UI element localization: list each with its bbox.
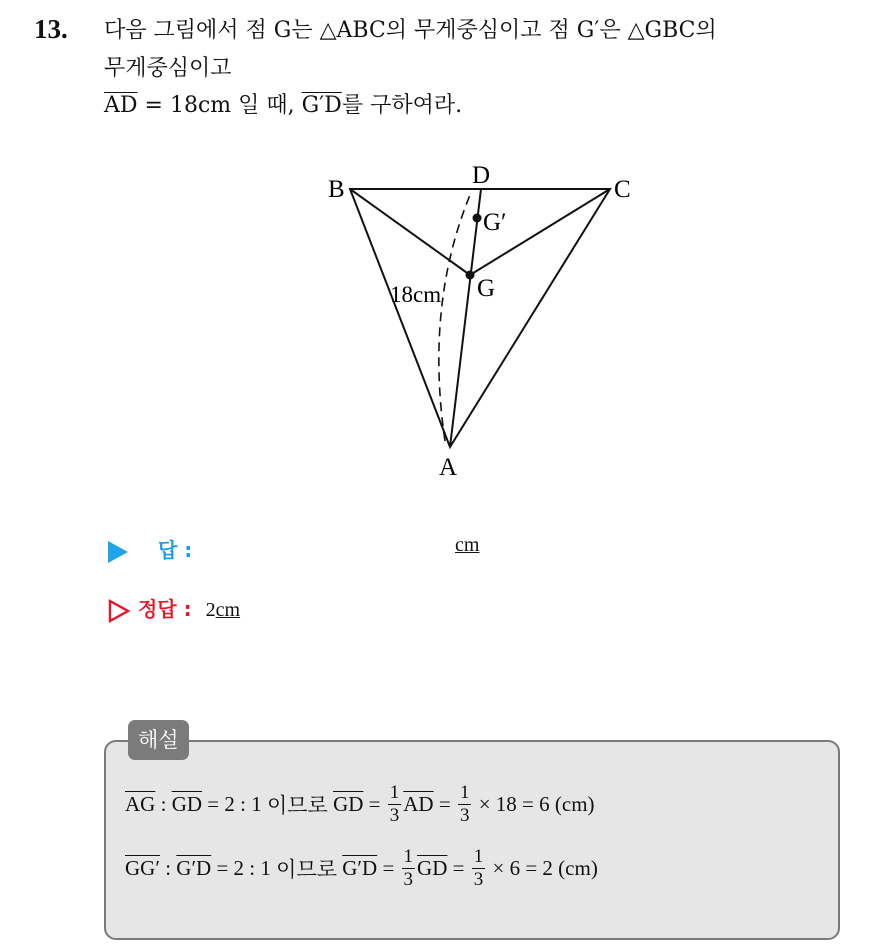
label-b: B — [328, 176, 345, 203]
fraction-numerator: 1 — [389, 782, 400, 803]
label-a: A — [439, 454, 458, 481]
segment-gd: $\overline{GD}$ — [171, 792, 203, 816]
triangle-figure — [300, 155, 660, 485]
question-line-3 — [104, 91, 462, 121]
median-ad — [450, 189, 481, 447]
ex-text: = — [447, 856, 470, 880]
correct-answer-label: 정답 : — [138, 597, 192, 621]
question-number: 13. — [34, 14, 68, 44]
point-g — [466, 271, 475, 280]
segment-gd: $\overline{GD}$ — [417, 856, 448, 880]
fraction-denominator: 3 — [389, 805, 400, 826]
play-outline-icon — [108, 599, 130, 623]
correct-value-number: 2 — [205, 599, 216, 621]
fraction-numerator: 1 — [473, 846, 484, 867]
question-text: 를 구하여라. — [341, 93, 463, 118]
question-text: 다음 그림에서 점 G는 — [104, 18, 320, 43]
correct-answer-row — [108, 593, 240, 623]
triangle-abc: △ABC — [319, 18, 386, 43]
question-line-1 — [104, 16, 717, 46]
segment-ad: $\overline{AD}$ — [104, 93, 138, 118]
segment-gd: $\overline{GD}$ — [333, 792, 364, 816]
segment-ggp: GG′ — [125, 856, 160, 880]
point-gp — [473, 214, 482, 223]
ex-text: = 2 : 1 — [202, 792, 267, 816]
ex-text: = — [363, 792, 386, 816]
label-g: G — [477, 275, 496, 302]
answer-row — [108, 534, 192, 563]
triangle-abc-shape — [350, 189, 610, 447]
segment-gpd: G′D — [342, 856, 378, 880]
ex-text: = — [377, 856, 400, 880]
fraction — [402, 846, 416, 891]
correct-value-unit: cm — [215, 599, 241, 621]
answer-label: 답 : — [158, 538, 193, 562]
ex-text: : — [155, 792, 172, 816]
label-length: 18cm — [390, 282, 442, 307]
explanation-line-1 — [125, 782, 595, 842]
fraction-denominator: 3 — [473, 869, 484, 890]
explanation-line-2 — [125, 846, 598, 906]
ex-text: = — [433, 792, 456, 816]
label-d: D — [472, 162, 491, 189]
ex-text: × 6 = 2 (cm) — [487, 856, 598, 880]
segment-gpd: G′D — [176, 856, 212, 880]
ex-text: × 18 = 6 (cm) — [473, 792, 595, 816]
question-text: 의 — [695, 18, 717, 43]
ex-text: : — [159, 856, 177, 880]
ex-text: 이므로 — [266, 793, 334, 818]
fraction-numerator: 1 — [403, 846, 414, 867]
segment-ag: $\overline{AG}$ — [125, 792, 156, 816]
fraction-denominator: 3 — [403, 869, 414, 890]
explanation-tab: 해설 — [128, 720, 189, 760]
triangle-gbc: △GBC — [627, 18, 696, 43]
segment-gb — [350, 189, 470, 275]
segment-ad: $\overline{AD}$ — [403, 792, 434, 816]
fraction-numerator: 1 — [459, 782, 470, 803]
segment-gpd: G′D — [301, 93, 342, 118]
fraction-denominator: 3 — [459, 805, 470, 826]
question-line-2: 무게중심이고 — [104, 56, 232, 81]
fraction — [458, 782, 472, 827]
question-text: = 18cm 일 때, — [137, 93, 302, 118]
question-text: 의 무게중심이고 점 G′은 — [385, 18, 628, 43]
answer-unit: cm — [455, 534, 480, 556]
fraction — [472, 846, 486, 891]
label-c: C — [614, 176, 631, 203]
correct-answer-value — [206, 599, 240, 621]
play-icon — [108, 541, 128, 563]
label-gp: G′ — [483, 209, 507, 236]
fraction — [388, 782, 402, 827]
ex-text: = 2 : 1 — [211, 856, 277, 880]
ex-text: 이므로 — [276, 857, 343, 882]
